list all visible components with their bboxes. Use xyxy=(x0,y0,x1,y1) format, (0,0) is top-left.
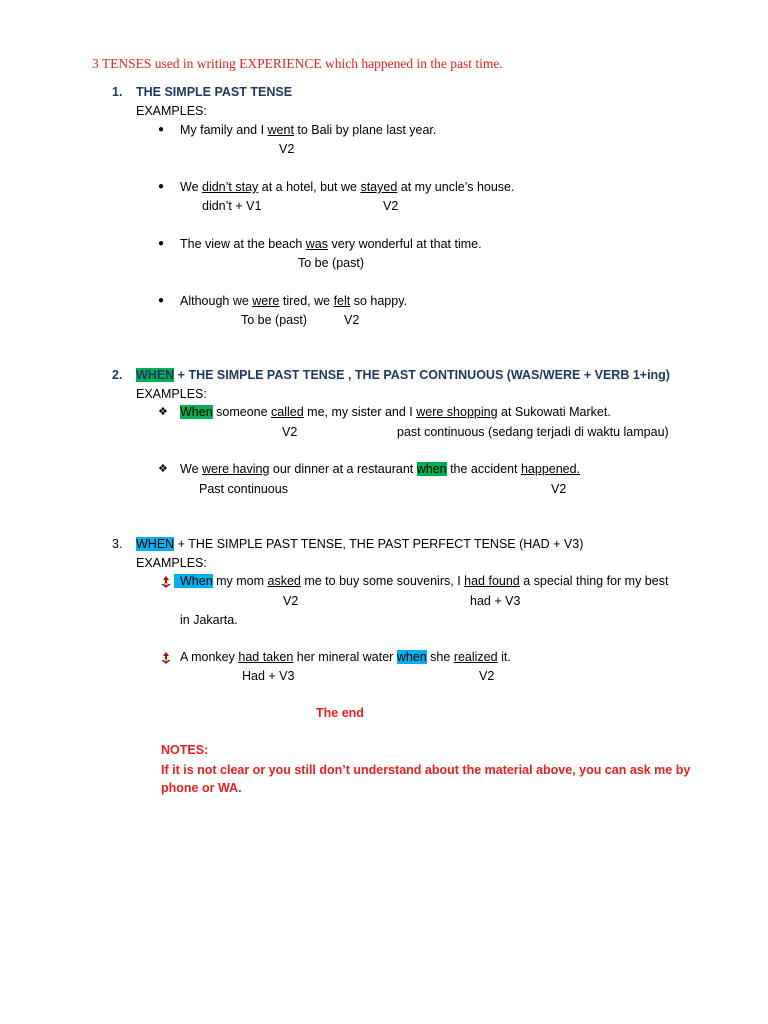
section-3-heading: WHEN + THE SIMPLE PAST TENSE, THE PAST PERFECT TENSE (HAD + V3) xyxy=(136,537,584,551)
arrow-bullet-icon xyxy=(160,652,172,664)
example-sentence: A monkey had taken her mineral water when she realized it. xyxy=(180,650,511,664)
example-sentence: My family and I went to Bali by plane last year. xyxy=(180,123,437,137)
arrow-bullet-icon xyxy=(160,576,172,588)
example-sentence-continuation: in Jakarta. xyxy=(180,613,238,627)
section-3-examples-label: EXAMPLES: xyxy=(136,556,207,570)
verb-annotation: didn’t + V1 xyxy=(202,199,262,213)
diamond-bullet-icon: ❖ xyxy=(158,463,168,475)
notes-label: NOTES: xyxy=(161,743,209,757)
verb-annotation: V2 xyxy=(383,199,399,213)
the-end-label: The end xyxy=(316,706,364,720)
section-3-number: 3. xyxy=(112,537,123,551)
verb-annotation: V2 xyxy=(344,313,360,327)
bullet-icon: ● xyxy=(158,181,165,192)
section-1-number: 1. xyxy=(112,85,123,99)
bullet-icon: ● xyxy=(158,295,165,306)
verb-annotation: V2 xyxy=(283,594,299,608)
section-1-heading: THE SIMPLE PAST TENSE xyxy=(136,85,293,99)
section-1-examples-label: EXAMPLES: xyxy=(136,104,207,118)
bullet-icon: ● xyxy=(158,124,165,135)
example-sentence: We didn’t stay at a hotel, but we stayed at my uncle’s house. xyxy=(180,180,515,194)
example-sentence: We were having our dinner at a restaurant when the accident happened. xyxy=(180,462,581,476)
example-sentence: When my mom asked me to buy some souvenirs, I had found a special thing for my best xyxy=(174,573,668,589)
verb-annotation: Had + V3 xyxy=(242,669,295,683)
verb-annotation: Past continuous xyxy=(199,482,288,496)
section-2-examples-label: EXAMPLES: xyxy=(136,387,207,401)
example-sentence: The view at the beach was very wonderful at that time. xyxy=(180,237,482,251)
verb-annotation: To be (past) xyxy=(241,313,308,327)
verb-annotation: had + V3 xyxy=(470,594,521,608)
section-2-number: 2. xyxy=(112,368,123,382)
example-sentence: When someone called me, my sister and I were shopping at Sukowati Market. xyxy=(180,405,611,419)
verb-annotation: V2 xyxy=(551,482,567,496)
verb-annotation: V2 xyxy=(279,142,295,156)
diamond-bullet-icon: ❖ xyxy=(158,406,168,418)
verb-annotation: V2 xyxy=(479,669,495,683)
verb-annotation: V2 xyxy=(282,425,298,439)
verb-annotation: past continuous (sedang terjadi di waktu lampau) xyxy=(397,425,669,439)
verb-annotation: To be (past) xyxy=(298,256,365,270)
notes-text: If it is not clear or you still don’t understand about the material above, you can ask me by xyxy=(161,763,691,777)
example-sentence: Although we were tired, we felt so happy. xyxy=(180,294,408,308)
bullet-icon: ● xyxy=(158,238,165,249)
section-2-heading: WHEN + THE SIMPLE PAST TENSE , THE PAST CONTINUOUS (WAS/WERE + VERB 1+ing) xyxy=(136,368,670,382)
document-title: 3 TENSES used in writing EXPERIENCE which happened in the past time. xyxy=(92,56,503,71)
notes-text-continuation: phone or WA. xyxy=(161,781,242,795)
